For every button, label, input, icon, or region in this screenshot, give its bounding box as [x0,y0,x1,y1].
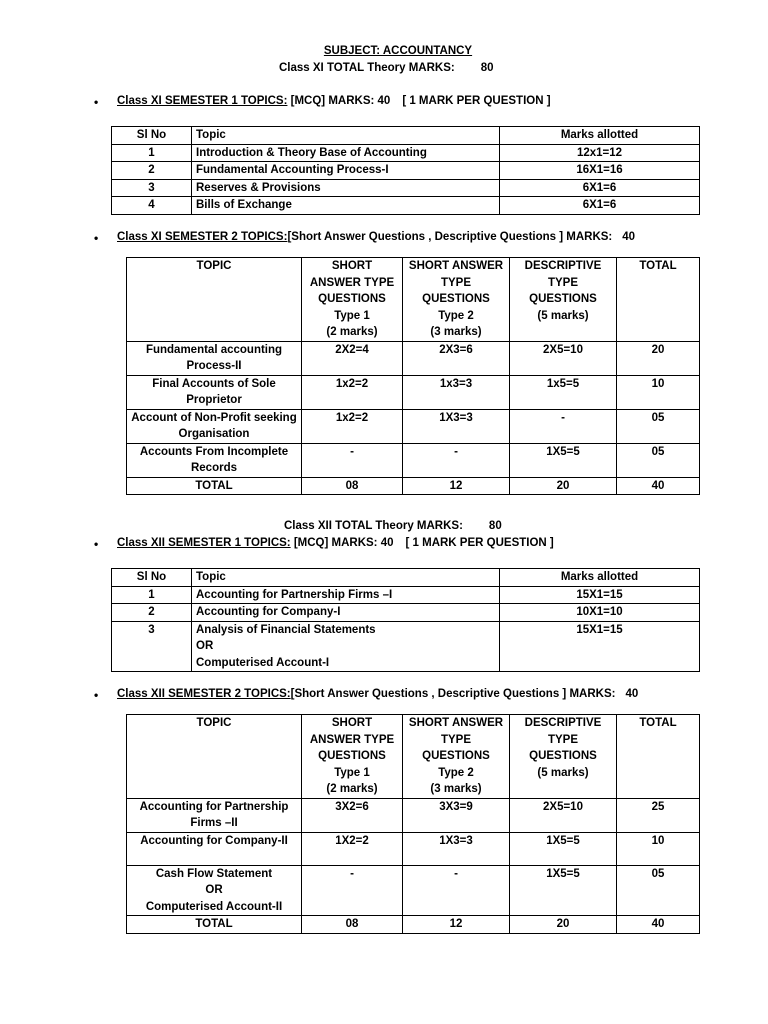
page-title: SUBJECT: ACCOUNTANCY [323,45,473,57]
table-row: Accounting for Partnership Firms –II 3X2=6 3X3=9 2X5=10 25 [127,798,700,832]
table-row: 2 Accounting for Company-I 10X1=10 [112,604,700,622]
bullet-icon: • [94,95,99,109]
sa2-header: SHORT ANSWER TYPE QUESTIONS Type 2 (3 marks) [403,715,510,799]
s11-1-heading: Class XI SEMESTER 1 TOPICS: [MCQ] MARKS: 40 [ 1 MARK PER QUESTION ] [117,95,551,107]
desc-header: DESCRIPTIVE TYPE QUESTIONS (5 marks) [510,258,617,342]
s12-2-heading: Class XII SEMESTER 2 TOPICS:[Short Answer Questions , Descriptive Questions ] MARKS: 40 [117,688,639,700]
header-row [127,715,700,799]
s11-2-heading: Class XI SEMESTER 2 TOPICS:[Short Answer Questions , Descriptive Questions ] MARKS: 40 [117,231,636,243]
topic-header: TOPIC [127,715,302,799]
total-row: TOTAL 08 12 20 40 [127,916,700,934]
col-header: Sl No [112,127,192,145]
col-header: Marks allotted [500,127,700,145]
table-row: Accounting for Company-II 1X2=2 1X3=3 1X5=5 10 [127,832,700,865]
s11-2-table [126,257,700,495]
topic-header: TOPIC [127,258,302,342]
header-row [127,258,700,342]
table-row: 3 Reserves & Provisions 6X1=6 [112,179,700,197]
sa1-header: SHORT ANSWER TYPE QUESTIONS Type 1 (2 marks) [302,715,403,799]
col-header: Sl No [112,569,192,587]
table-row: 4 Bills of Exchange 6X1=6 [112,197,700,215]
col-header: Topic [192,569,500,587]
bullet-icon: • [94,231,99,245]
table-row: Fundamental accounting Process-II 2X2=4 2X3=6 2X5=10 20 [127,341,700,375]
table-row: Final Accounts of Sole Proprietor 1x2=2 1x3=3 1x5=5 10 [127,375,700,409]
desc-header: DESCRIPTIVE TYPE QUESTIONS (5 marks) [510,715,617,799]
table-row: 2 Fundamental Accounting Process-I 16X1=16 [112,162,700,180]
col-header: Topic [192,127,500,145]
s12-1-table [111,568,700,672]
s11-1-table [111,126,700,215]
class12-total-marks: Class XII TOTAL Theory MARKS: 80 [284,520,502,532]
table-row: Cash Flow Statement OR Computerised Account-II - - 1X5=5 05 [127,865,700,916]
bullet-icon: • [94,537,99,551]
sa2-header: SHORT ANSWER TYPE QUESTIONS Type 2 (3 marks) [403,258,510,342]
table-row: 1 Accounting for Partnership Firms –I 15X1=15 [112,586,700,604]
table-row: 1 Introduction & Theory Base of Accounting 12x1=12 [112,144,700,162]
table-row: 3 Analysis of Financial Statements OR Computerised Account-I 15X1=15 [112,621,700,672]
total-header: TOTAL [617,258,700,342]
table-row: Account of Non-Profit seeking Organisation 1x2=2 1X3=3 - 05 [127,409,700,443]
col-header: Marks allotted [500,569,700,587]
bullet-icon: • [94,688,99,702]
total-row: TOTAL 08 12 20 40 [127,477,700,495]
table-row: Accounts From Incomplete Records - - 1X5=5 05 [127,443,700,477]
sa1-header: SHORT ANSWER TYPE QUESTIONS Type 1 (2 marks) [302,258,403,342]
total-header: TOTAL [617,715,700,799]
s12-1-heading: Class XII SEMESTER 1 TOPICS: [MCQ] MARKS: 40 [ 1 MARK PER QUESTION ] [117,537,554,549]
s12-2-table [126,714,700,934]
class11-total-marks: Class XI TOTAL Theory MARKS: 80 [279,62,494,74]
